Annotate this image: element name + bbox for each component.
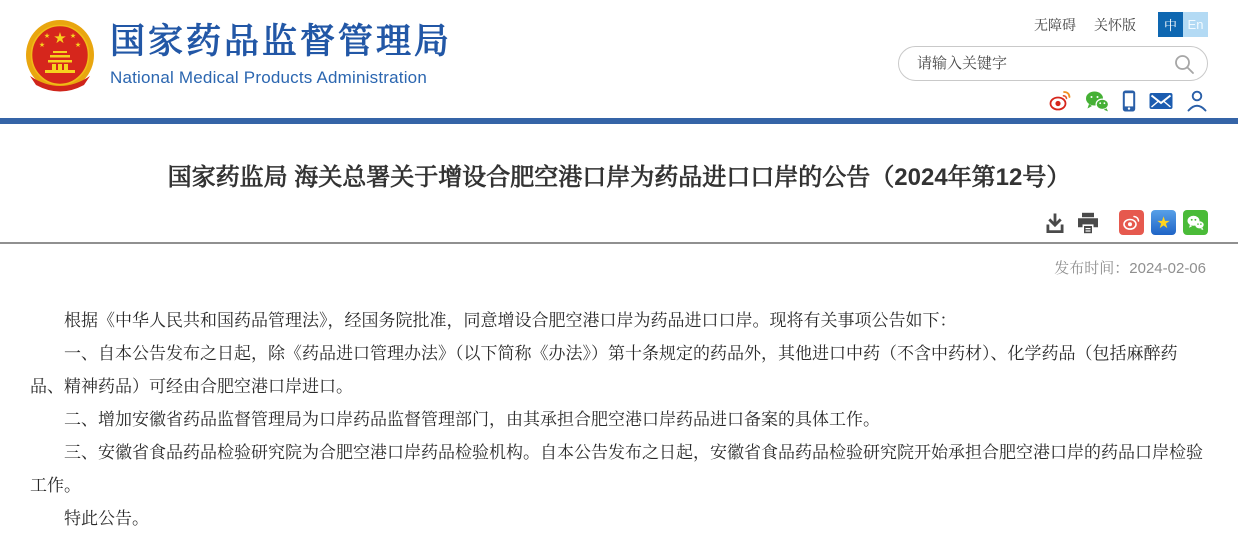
header-right — [898, 12, 1208, 112]
header-divider-bar — [0, 118, 1238, 124]
accessibility-link[interactable]: 无障碍 — [1034, 16, 1076, 33]
wechat-icon[interactable] — [1085, 90, 1109, 112]
mobile-icon[interactable] — [1122, 90, 1136, 112]
paragraph: 根据《中华人民共和国药品管理法》，经国务院批准，同意增设合肥空港口岸为药品进口口岸。现将有关事项公告如下： — [64, 311, 957, 330]
top-links — [898, 12, 1208, 37]
article — [0, 163, 1238, 535]
article-body — [30, 304, 1208, 535]
star-icon: ★ — [1156, 212, 1171, 232]
wechat-share-icon[interactable] — [1183, 210, 1208, 235]
publish-date — [32, 257, 1206, 278]
svg-text:★: ★ — [53, 29, 67, 47]
care-version-link[interactable]: 关怀版 — [1094, 16, 1136, 33]
svg-text:★: ★ — [74, 41, 82, 49]
qzone-share-icon[interactable] — [1151, 210, 1176, 235]
user-icon[interactable] — [1186, 89, 1208, 112]
paragraph: 二、增加安徽省药品监督管理局为口岸药品监督管理部门，由其承担合肥空港口岸药品进口备案的具体工作。 — [64, 410, 880, 429]
paragraph: 一、自本公告发布之日起，除《药品进口管理办法》（以下简称《办法》）第十条规定的药品外，其他进口中药（不含中药材）、化学药品（包括麻醉药品、精神药品）可经由合肥空港口岸进口。 — [30, 344, 1178, 396]
social-icon-row — [898, 89, 1208, 112]
download-icon[interactable] — [1044, 212, 1066, 234]
article-toolbar — [30, 210, 1208, 235]
language-switch — [1158, 12, 1208, 37]
site-title: 国家药品监督管理局 — [110, 22, 453, 61]
svg-text:★: ★ — [69, 32, 77, 40]
title-divider — [0, 242, 1238, 244]
email-icon[interactable] — [1149, 92, 1173, 110]
search-input[interactable] — [899, 55, 1169, 72]
site-titles — [110, 18, 452, 88]
print-icon[interactable] — [1076, 212, 1100, 234]
national-emblem-logo — [24, 18, 96, 96]
search-icon[interactable] — [1169, 53, 1207, 75]
weibo-icon[interactable] — [1049, 90, 1072, 111]
paragraph: 特此公告。 — [64, 509, 149, 528]
article-title: 国家药监局 海关总署关于增设合肥空港口岸为药品进口口岸的公告（2024年第12号） — [167, 164, 1071, 191]
publish-date-value: 2024-02-06 — [1129, 260, 1206, 277]
weibo-share-icon[interactable] — [1119, 210, 1144, 235]
paragraph: 三、安徽省食品药品检验研究院为合肥空港口岸药品检验机构。自本公告发布之日起，安徽省食品药品检验研究院开始承担合肥空港口岸的药品口岸检验工作。 — [30, 443, 1203, 495]
publish-date-label: 发布时间： — [1054, 260, 1130, 277]
site-brand[interactable] — [24, 18, 452, 96]
search-box — [898, 46, 1208, 81]
lang-zh-button[interactable]: 中 — [1158, 12, 1183, 37]
site-header — [0, 0, 1238, 118]
site-subtitle: National Medical Products Administration — [110, 68, 427, 88]
svg-text:★: ★ — [43, 32, 51, 40]
lang-en-button[interactable]: En — [1183, 12, 1208, 37]
svg-text:★: ★ — [38, 41, 46, 49]
